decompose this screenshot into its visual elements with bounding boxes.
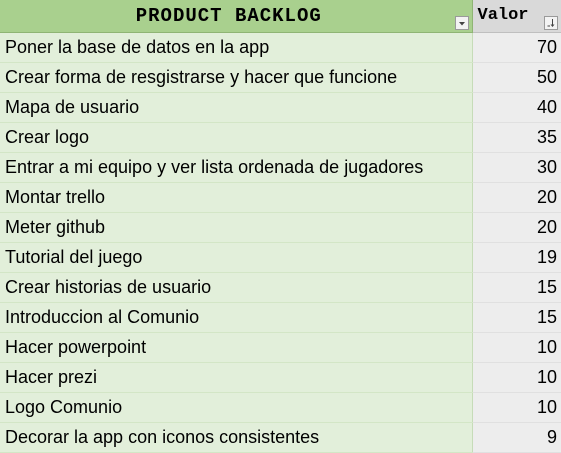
cell-item-value[interactable]: 9 [472, 423, 561, 453]
header-value-title: Valor [473, 0, 561, 32]
filter-dropdown-icon[interactable] [455, 16, 469, 30]
cell-item-value[interactable]: 30 [472, 153, 561, 183]
cell-item-name[interactable]: Montar trello [0, 183, 472, 213]
table-row [0, 93, 561, 123]
table-row [0, 243, 561, 273]
cell-item-name[interactable]: Entrar a mi equipo y ver lista ordenada de jugadores [0, 153, 472, 183]
table-row [0, 63, 561, 93]
cell-item-value[interactable]: 10 [472, 333, 561, 363]
cell-item-value[interactable]: 10 [472, 393, 561, 423]
cell-item-name[interactable]: Hacer prezi [0, 363, 472, 393]
cell-item-name[interactable]: Poner la base de datos en la app [0, 33, 472, 63]
header-cell-valor[interactable] [472, 0, 561, 33]
cell-item-name[interactable]: Introduccion al Comunio [0, 303, 472, 333]
backlog-rows [0, 33, 561, 453]
table-row [0, 213, 561, 243]
cell-item-name[interactable]: Decorar la app con iconos consistentes [0, 423, 472, 453]
header-row [0, 0, 561, 33]
table-row [0, 273, 561, 303]
header-title: PRODUCT BACKLOG [0, 1, 472, 31]
cell-item-value[interactable]: 40 [472, 93, 561, 123]
cell-item-value[interactable]: 20 [472, 183, 561, 213]
cell-item-value[interactable]: 20 [472, 213, 561, 243]
cell-item-name[interactable]: Hacer powerpoint [0, 333, 472, 363]
cell-item-name[interactable]: Logo Comunio [0, 393, 472, 423]
table-row [0, 333, 561, 363]
cell-item-name[interactable]: Crear historias de usuario [0, 273, 472, 303]
cell-item-value[interactable]: 70 [472, 33, 561, 63]
cell-item-value[interactable]: 15 [472, 273, 561, 303]
table-row [0, 363, 561, 393]
cell-item-name[interactable]: Tutorial del juego [0, 243, 472, 273]
table-row [0, 123, 561, 153]
cell-item-value[interactable]: 35 [472, 123, 561, 153]
cell-item-value[interactable]: 50 [472, 63, 561, 93]
table-row [0, 303, 561, 333]
table-row [0, 393, 561, 423]
table-row [0, 423, 561, 453]
cell-item-name[interactable]: Crear forma de resgistrarse y hacer que funcione [0, 63, 472, 93]
table-row [0, 153, 561, 183]
cell-item-value[interactable]: 10 [472, 363, 561, 393]
table-row [0, 183, 561, 213]
cell-item-name[interactable]: Mapa de usuario [0, 93, 472, 123]
sort-descending-filter-icon[interactable] [544, 16, 558, 30]
cell-item-value[interactable]: 19 [472, 243, 561, 273]
cell-item-name[interactable]: Meter github [0, 213, 472, 243]
header-cell-product-backlog[interactable] [0, 0, 472, 33]
table-row [0, 33, 561, 63]
cell-item-name[interactable]: Crear logo [0, 123, 472, 153]
cell-item-value[interactable]: 15 [472, 303, 561, 333]
